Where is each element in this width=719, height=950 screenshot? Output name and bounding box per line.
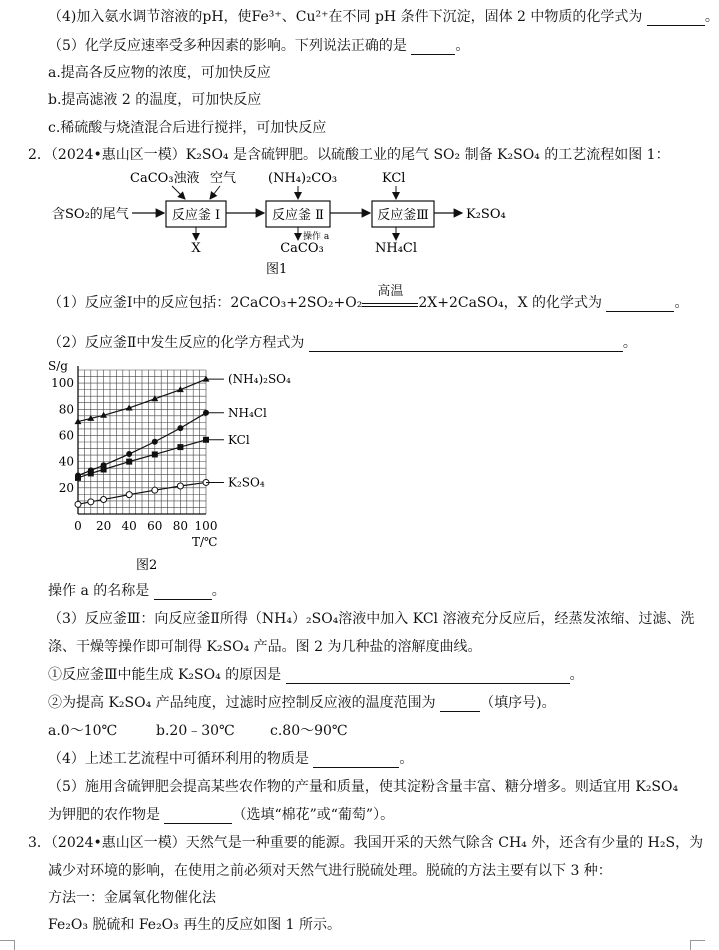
option-c: c.80～90℃	[270, 723, 348, 739]
chart-series	[75, 372, 292, 507]
product-label: K₂SO₄	[466, 207, 506, 222]
y-tick-label: 20	[58, 480, 74, 495]
data-point	[152, 451, 158, 457]
y-tick-label: 80	[58, 402, 74, 417]
q2-part2: （2）反应釜Ⅱ中发生反应的化学方程式为 。	[48, 335, 637, 351]
answer-blank	[154, 585, 212, 600]
q3-line4: Fe₂O₃ 脱硫和 Fe₂O₃ 再生的反应如图 1 所示。	[48, 917, 342, 933]
crop-mark	[14, 940, 15, 950]
option-a: a.0～10℃	[48, 723, 118, 739]
answer-blank	[313, 753, 399, 768]
series-label: KCl	[228, 432, 250, 447]
figure-2-caption: 图2	[136, 558, 158, 573]
flow-arrow	[210, 186, 220, 199]
data-point	[101, 496, 107, 502]
series-label: (NH₄)₂SO₄	[228, 372, 291, 387]
data-point	[126, 451, 132, 457]
q2-part3-q1: ①反应釜Ⅲ中能生成 K₂SO₄ 的原因是 。	[48, 667, 584, 683]
data-point	[152, 439, 158, 445]
answer-blank	[286, 669, 570, 684]
x-tick-label: 0	[74, 519, 82, 533]
reactor-1-label: 反应釜 Ⅰ	[171, 208, 221, 223]
q2-part3-line2: 涤、干燥等操作即可制得 K₂SO₄ 产品。图 2 为几种盐的溶解度曲线。	[48, 639, 482, 655]
q1-option-a: a.提高各反应物的浓度，可加快反应	[48, 65, 271, 81]
crop-mark	[0, 940, 14, 941]
crop-mark	[690, 940, 705, 941]
figure-1-caption: 图1	[266, 262, 288, 277]
answer-blank	[440, 697, 480, 712]
flow-input-label: 含SO₂的尾气	[52, 207, 129, 222]
q2-part4: （4）上述工艺流程中可循环利用的物质是 。	[48, 751, 414, 767]
option-b: b.20﹣30℃	[156, 723, 235, 739]
q3-line2: 减少对环境的影响，在使用之前必须对天然气进行脱硫处理。脱硫的方法主要有以下 3 种：	[48, 863, 612, 879]
q1-part4: （4)加入氨水调节溶液的pH，使Fe³⁺、Cu²⁺在不同 pH 条件下沉淀，固体 2 中物质的化学式为 。	[48, 9, 719, 25]
q3-line1: 3．（2024•惠山区一模）天然气是一种重要的能源。我国开采的天然气除含 CH₄ 外，还含有少量的 H₂S，为	[28, 835, 704, 851]
data-point	[126, 492, 132, 498]
data-point	[177, 425, 183, 431]
y-axis-label: S/g	[48, 359, 68, 373]
answer-blank	[606, 297, 674, 312]
input-ammonium-carbonate-label: (NH₄)₂CO₃	[268, 171, 338, 186]
x-tick-label: 80	[172, 519, 189, 533]
data-point	[88, 499, 94, 505]
reactor-3-label: 反应釜Ⅲ	[377, 208, 429, 223]
q2-part1: （1）反应釜Ⅰ中的反应包括：2CaCO₃+2SO₂+O₂ 高温 2X+2CaSO₄，X 的化学式为 。	[48, 284, 689, 311]
answer-blank	[411, 40, 455, 55]
answer-blank	[164, 809, 232, 824]
y-tick-label: 100	[51, 376, 74, 391]
answer-blank	[647, 11, 705, 26]
q2-part3-line1: （3）反应釜Ⅲ：向反应釜Ⅱ所得（NH₄）₂SO₄溶液中加入 KCl 溶液充分反应后，经蒸发浓缩、过滤、洗	[48, 611, 695, 627]
q2-part5-line2: 为钾肥的农作物是 （选填“棉花”或“葡萄”）。	[48, 807, 395, 823]
data-point	[152, 487, 158, 493]
x-axis-label: T/℃	[192, 535, 218, 549]
q2-part5-line1: （5）施用含硫钾肥会提高某些农作物的产量和质量，使其淀粉含量丰富、糖分增多。则适宜用 K₂SO₄	[48, 779, 679, 795]
data-point	[75, 475, 81, 481]
input-caco3-label: CaCO₃浊液	[130, 171, 200, 186]
output-caco3-label: CaCO₃	[280, 241, 324, 256]
solubility-chart	[40, 356, 300, 576]
output-x-label: X	[191, 241, 201, 256]
q2-operation-a: 操作 a 的名称是 。	[48, 583, 226, 599]
data-point	[101, 466, 107, 472]
data-point	[126, 459, 132, 465]
crop-mark	[690, 940, 691, 950]
q1-option-b: b.提高滤液 2 的温度，可加快反应	[48, 92, 262, 108]
data-point	[88, 470, 94, 476]
y-tick-label: 60	[58, 428, 74, 443]
q2-part3-q2: ②为提高 K₂SO₄ 产品纯度，过滤时应控制反应液的温度范围为 （填序号)。	[48, 695, 556, 711]
data-point	[177, 483, 183, 489]
process-flow-diagram	[0, 166, 705, 278]
data-point	[177, 444, 183, 450]
x-tick-label: 100	[194, 519, 218, 533]
series-label: NH₄Cl	[228, 405, 267, 420]
input-kcl-label: KCl	[382, 171, 406, 186]
q1-part5: （5）化学反应速率受多种因素的影响。下列说法正确的是 。	[48, 38, 470, 54]
q3-method1: 方法一：金属氧化物催化法	[48, 890, 216, 906]
operation-a-label: 操作 a	[303, 232, 330, 242]
x-tick-label: 60	[147, 519, 163, 533]
output-nh4cl-label: NH₄Cl	[374, 241, 418, 256]
answer-blank	[309, 337, 623, 352]
series-square	[75, 433, 250, 481]
x-tick-label: 20	[95, 519, 112, 533]
high-temp-condition: 高温	[362, 296, 418, 307]
q2-header: 2．（2024•惠山区一模）K₂SO₄ 是含硫钾肥。以硫酸工业的尾气 SO₂ 制备 K₂SO₄ 的工艺流程如图 1：	[28, 147, 670, 163]
chart-axes	[51, 366, 217, 533]
series-label: K₂SO₄	[228, 475, 265, 490]
reactor-2-label: 反应釜 Ⅱ	[272, 208, 324, 223]
q1-option-c: c.稀硫酸与烧渣混合后进行搅拌，可加快反应	[48, 120, 327, 136]
flow-arrow	[172, 186, 185, 199]
y-tick-label: 40	[58, 454, 74, 469]
data-point	[75, 501, 81, 507]
input-air-label: 空气	[210, 171, 237, 186]
x-tick-label: 40	[121, 519, 137, 533]
